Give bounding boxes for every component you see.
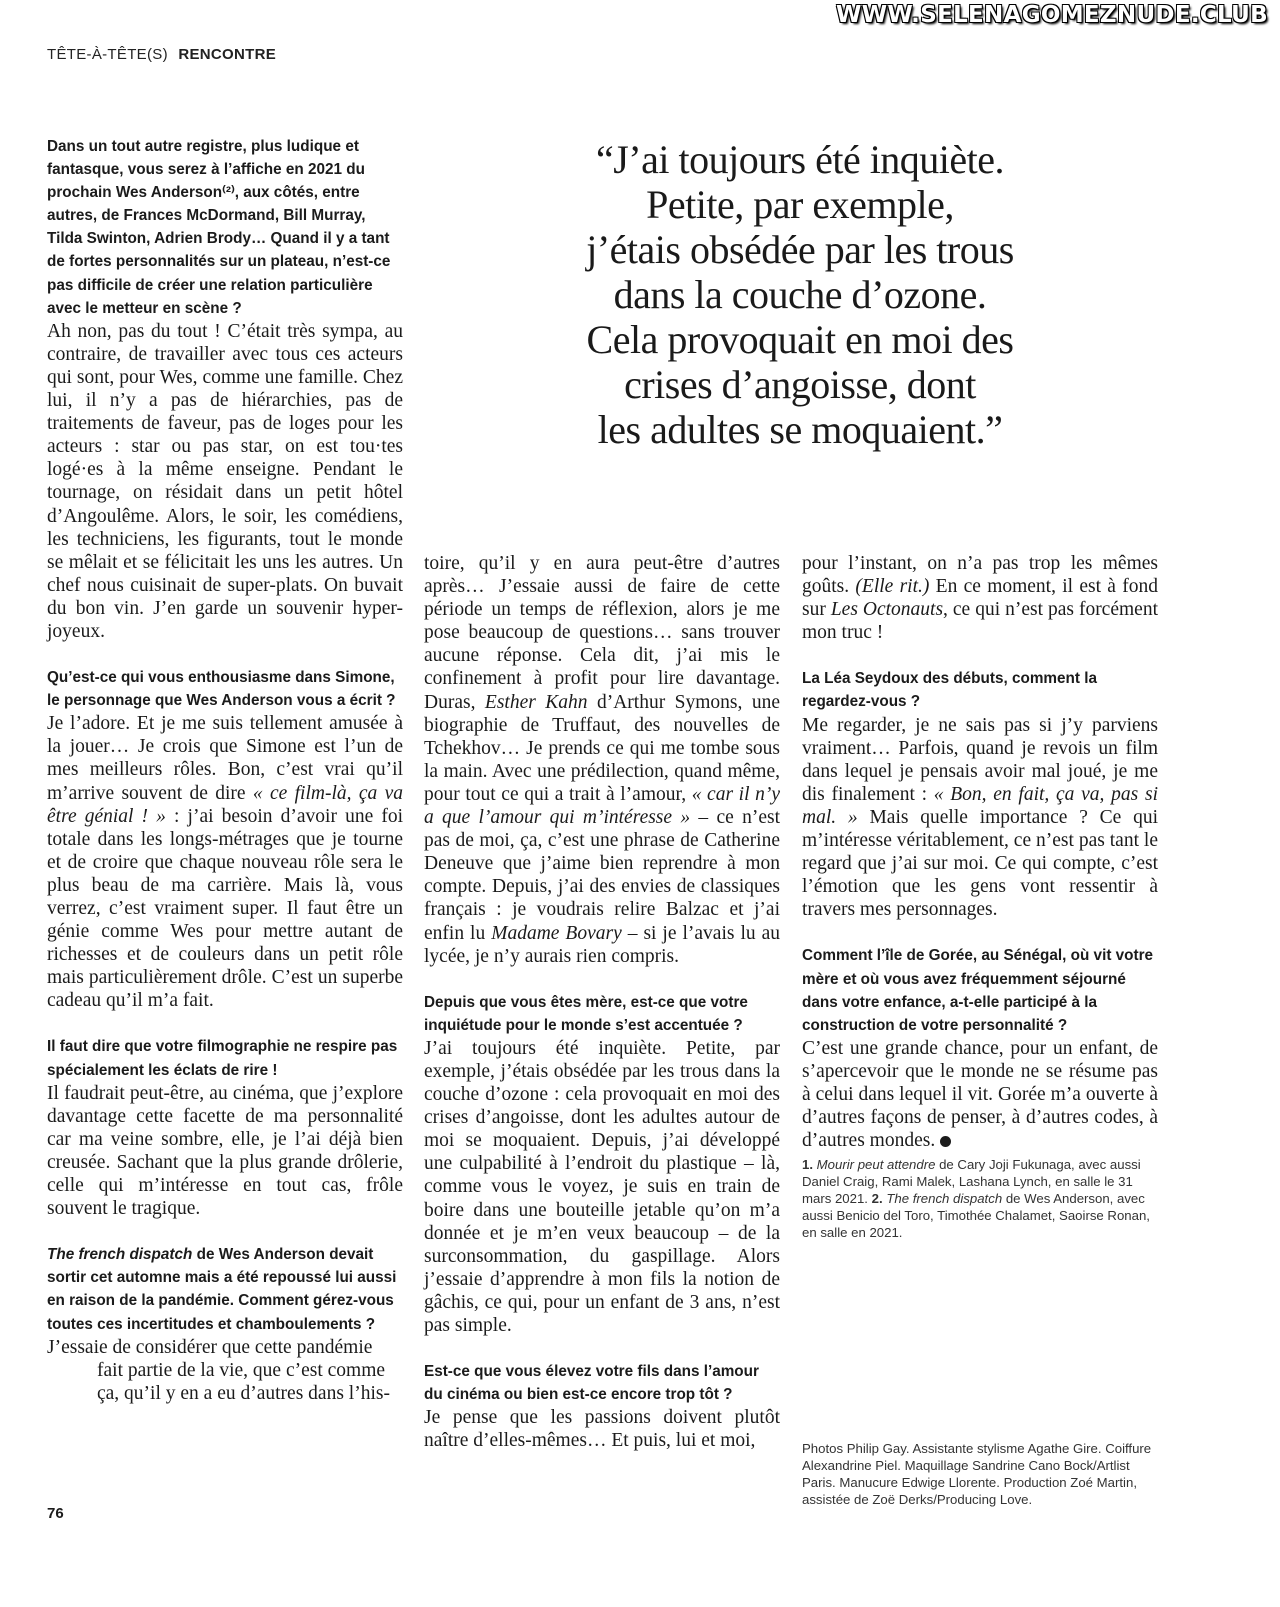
question: La Léa Seydoux des débuts, comment la regardez-vous ? — [802, 670, 1097, 711]
question: Qu’est-ce qui vous enthousiasme dans Simone, le personnage que Wes Anderson vous a écrit ? — [47, 669, 396, 710]
pull-quote-line: Petite, par exemple, — [646, 182, 954, 227]
question: Comment l’île de Gorée, au Sénégal, où vit votre mère et où vous avez fréquemment séjourné dans votre enfance, a-t-elle participé à la construction de votre personnalité ? — [802, 947, 1154, 1034]
section-name: TÊTE-À-TÊTE(S) — [47, 46, 168, 63]
page-header — [47, 46, 276, 63]
answer: Me regarder, je ne sais pas si j’y parviens vraiment… Parfois, quand je revois un film dans lequel je pensais avoir mal joué, je me dis finalement : « Bon, en fait, ça va, pas si mal. » Mais quelle importance ? Ce qui m’intéresse véritablement, ce n’est pas tant le regard que j’ai sur moi. Ce qui compte, c’est l’émotion que les gens vont ressentir à travers mes personnages. — [802, 714, 1159, 921]
answer: toire, qu’il y en aura peut-être d’autres après… J’essaie aussi de faire de cette période un temps de réflexion, alors je me pose beaucoup de questions… sans trouver aucune réponse. Cela dit, j’ai mis le confinement à profit pour lire davantage. Duras, Esther Kahn d’Arthur Symons, une biographie de Truffaut, des nouvelles de Tchekhov… Je prends ce qui me tombe sous la main. Avec une prédilection, quand même, pour tout ce qui a trait à l’amour, « car il n’y a que l’amour qui m’intéresse » – ce n’est pas de moi, ça, c’est une phrase de Catherine Deneuve que j’aime bien reprendre à mon compte. Depuis, j’ai des envies de classiques français : je voudrais relire Balzac et j’ai enfin lu Madame Bovary – si je l’avais lu au lycée, je n’y aurais rien compris. — [424, 553, 781, 967]
watermark: WWW.SELENAGOMEZNUDE.CLUB — [836, 2, 1268, 28]
question: Il faut dire que votre filmographie ne respire pas spécialement les éclats de rire ! — [47, 1038, 398, 1079]
question: Dans un tout autre registre, plus ludique et fantasque, vous serez à l’affiche en 2021 du prochain Wes Anderson⁽²⁾, aux côtés, entre autres, de Frances McDormand, Bill Murray, Tilda Swinton, Adrien Brody… Quand il y a tant de fortes personnalités sur un plateau, n’est-ce pas difficile de créer une relation particulière avec le metteur en scène ? — [47, 138, 391, 317]
pull-quote-line: les adultes se moquaient.” — [597, 407, 1003, 452]
answer: J’ai toujours été inquiète. Petite, par exemple, j’étais obsédée par les trous dans la couche d’ozone : cela provoquait en moi des crises d’angoisse, dont les adultes autour de moi se moquaient. Depuis, j’ai développé une culpabilité à l’endroit du plastique – là, comme vous le voyez, je suis en train de boire dans une bouteille jetable qu’on m’a donnée et je m’en veux beaucoup – de la surconsommation, du gaspillage. Alors j’essaie d’apprendre à mon fils la notion de gâchis, ce qui, pour un enfant de 3 ans, n’est pas simple. — [424, 1037, 780, 1336]
answer: pour l’instant, on n’a pas trop les mêmes goûts. (Elle rit.) En ce moment, il est à fond sur Les Octonauts, ce qui n’est pas forcément mon truc ! — [802, 553, 1158, 644]
answer: J’essaie de considérer que cette pandémie fait partie de la vie, que c’est comme ça, qu’il y en a eu d’autres dans l’his- — [47, 1336, 390, 1404]
column-1 — [47, 135, 403, 1405]
pull-quote-line: j’étais obsédée par les trous — [586, 227, 1014, 272]
pull-quote-line: dans la couche d’ozone. — [613, 272, 987, 317]
answer: Ah non, pas du tout ! C’était très sympa, au contraire, de travailler avec tous ces acteurs qui sont, pour Wes, comme une famille. Chez lui, il n’y a pas de hiérarchies, pas de traitements de faveur, pas de loges pour les acteurs : star ou pas star, on est tou·tes logé·es à la même enseigne. Pendant le tournage, on résidait dans un petit hôtel d’Angoulême. Alors, le soir, les comédiens, les techniciens, les figurants, tout le monde se mêlait et se félicitait les uns les autres. Un chef nous cuisinait de super-plats. On buvait du bon vin. J’en garde un souvenir hyper-joyeux. — [47, 320, 403, 642]
question: Est-ce que vous élevez votre fils dans l’amour du cinéma ou bien est-ce encore trop tôt ? — [424, 1363, 759, 1404]
rubric-name: RENCONTRE — [178, 46, 277, 63]
answer: C’est une grande chance, pour un enfant, de s’apercevoir que le monde ne se résume pas à celui dans lequel il vit. Gorée m’a ouverte à d’autres façons de penser, à d’autres codes, à d’autres mondes. — [802, 1037, 1158, 1152]
photo-credits: Photos Philip Gay. Assistante stylisme Agathe Gire. Coiffure Alexandrine Piel. Maquillage Sandrine Cano Bock/Artlist Paris. Manucure Edwige Llorente. Production Zoé Martin, assistée de Zoë Derks/Producing Love. — [802, 1441, 1152, 1507]
end-of-article-bullet-icon — [940, 1136, 951, 1147]
question: Depuis que vous êtes mère, est-ce que votre inquiétude pour le monde s’est accentuée ? — [424, 993, 748, 1034]
pull-quote-line: Cela provoquait en moi des — [586, 317, 1014, 362]
column-2 — [424, 552, 780, 1452]
pull-quote — [520, 137, 1080, 452]
question: The french dispatch de Wes Anderson devait sortir cet automne mais a été repoussé lui aussi en raison de la pandémie. Comment gérez-vous toutes ces incertitudes et chamboulements ? — [47, 1246, 397, 1333]
answer: Je l’adore. Et je me suis tellement amusée à la jouer… Je crois que Simone est l’un de mes meilleurs rôles. Bon, c’est vrai qu’il m’arrive souvent de dire « ce film-là, ça va être génial ! » : j’ai besoin d’avoir une foi totale dans les longs-métrages que je tourne et de croire que chaque nouveau rôle sera le plus beau de ma carrière. Mais là, vous verrez, c’est vraiment super. Il faut être un génie comme Wes pour mettre autant de richesses et de couleurs dans un petit rôle mais particulièrement drôle. C’est un superbe cadeau qu’il m’a fait. — [47, 713, 403, 1012]
page-number: 76 — [47, 1505, 64, 1522]
column-3 — [802, 552, 1158, 1241]
footnotes: 1. Mourir peut attendre de Cary Joji Fukunaga, avec aussi Daniel Craig, Rami Malek, Lashana Lynch, en salle le 31 mars 2021. 2. The french dispatch de Wes Anderson, avec aussi Benicio del Toro, Timothée Chalamet, Saoirse Ronan, en salle en 2021. — [802, 1157, 1150, 1241]
answer: Je pense que les passions doivent plutôt naître d’elles-mêmes… Et puis, lui et moi, — [424, 1407, 780, 1452]
pull-quote-line: crises d’angoisse, dont — [624, 362, 976, 407]
answer: Il faudrait peut-être, au cinéma, que j’explore davantage cette facette de ma personnalité car ma veine sombre, elle, je l’ai déjà bien creusée. Sachant que la plus grande drôlerie, celle qui m’intéresse en tout cas, frôle souvent le tragique. — [47, 1082, 403, 1220]
pull-quote-line: “J’ai toujours été inquiète. — [595, 137, 1005, 182]
